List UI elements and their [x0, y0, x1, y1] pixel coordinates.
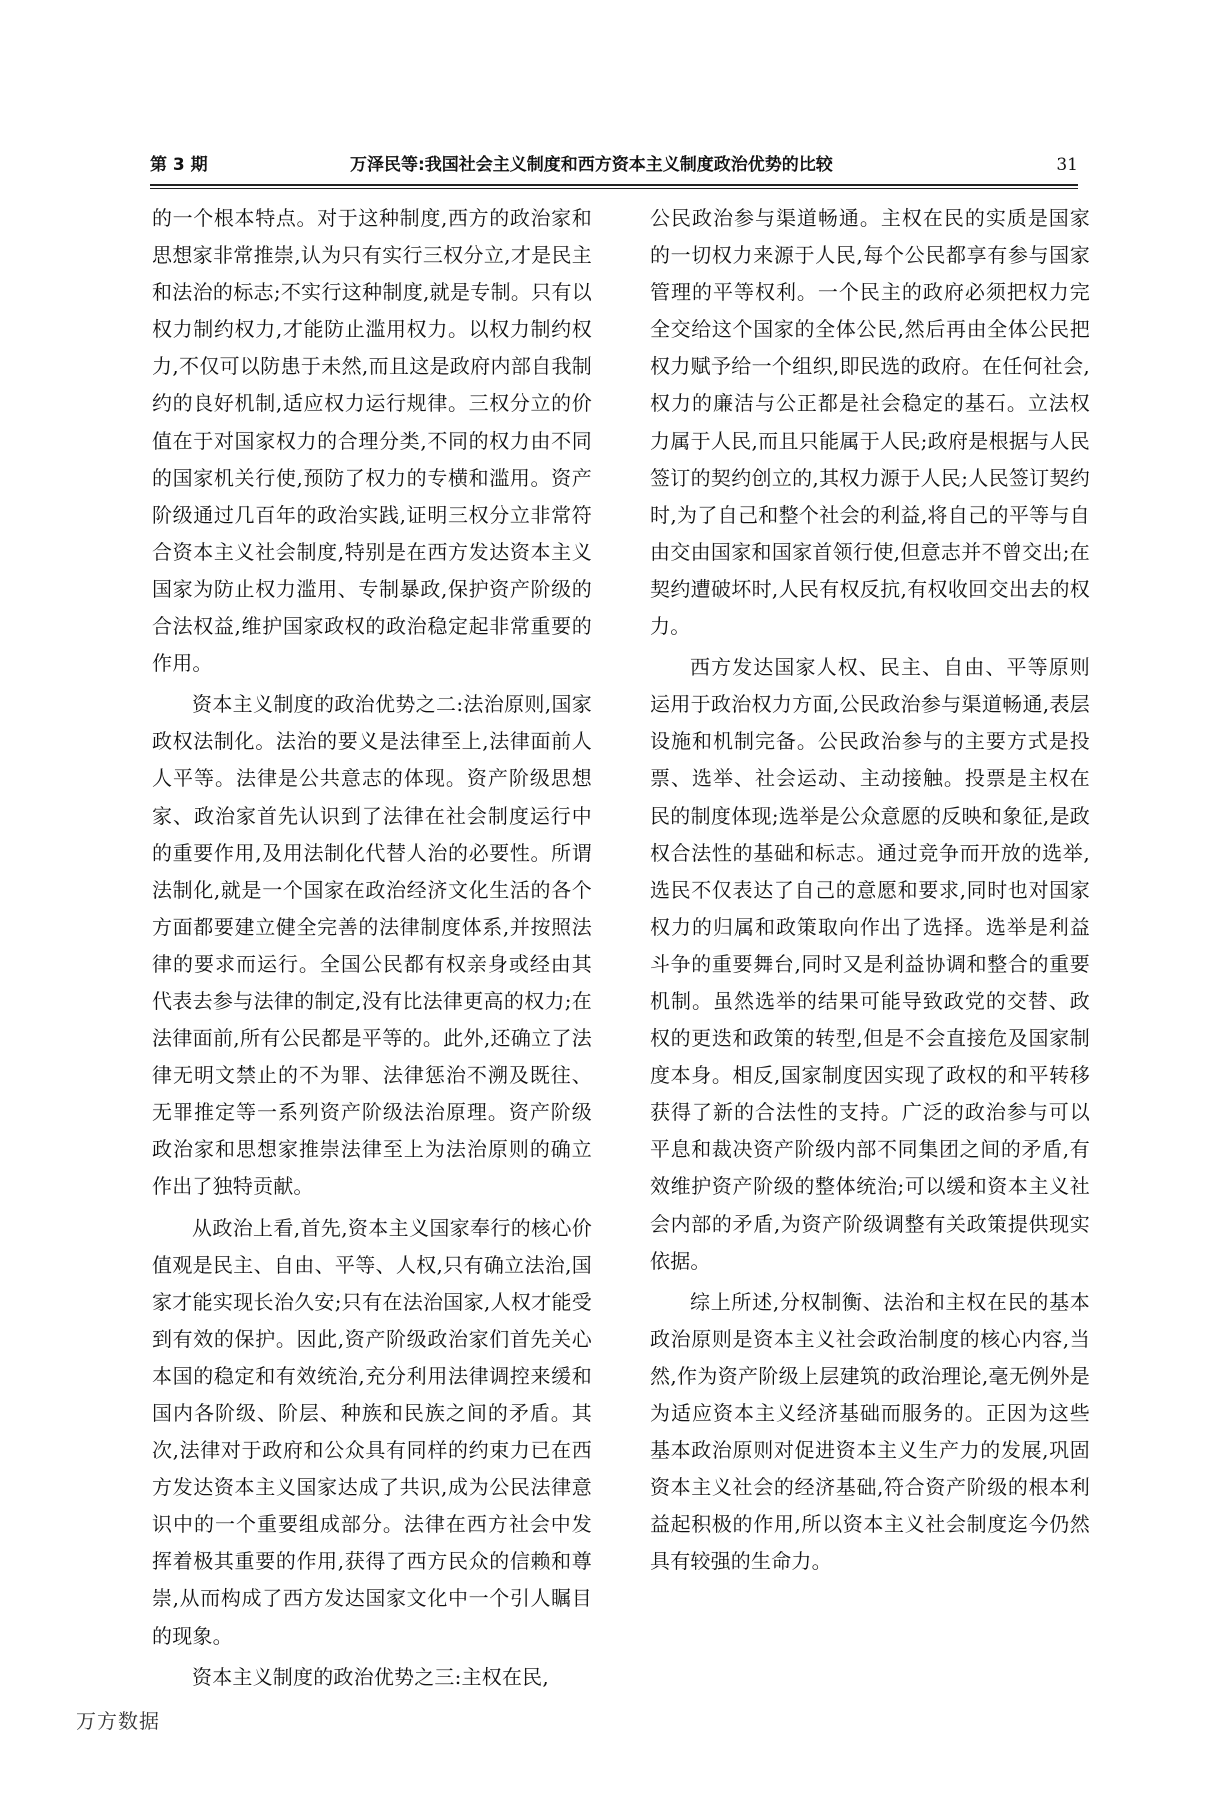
paragraph: 资本主义制度的政治优势之三:主权在民, [192, 1664, 549, 1689]
paragraph: 资本主义制度的政治优势之二:法治原则,国家政权法制化。法治的要义是法律至上,法律面前人人平等。法律是公共意志的体现。资产阶级思想家、政治家首先认识到了法律在社会制度运行中的重要作用,及用法制化代替人治的必要性。所谓法制化,就是一个国家在政治经济文化生活的各个方面都要建立健全完善的法律制度体系,并按照法律的要求而运行。全国公民都有权亲身或经由其代表去参与法律的制定,没有比法律更高的权力;在法律面前,所有公民都是平等的。此外,还确立了法律无明文禁止的不为罪、法律惩治不溯及既往、无罪推定等一系列资产阶级法治原理。资产阶级政治家和思想家推崇法律至上为法治原则的确立作出了独特贡献。 [152, 692, 592, 1199]
paragraph: 西方发达国家人权、民主、自由、平等原则运用于政治权力方面,公民政治参与渠道畅通,表层设施和机制完备。公民政治参与的主要方式是投票、选举、社会运动、主动接触。投票是主权在民的制度体现;选举是公众意愿的反映和象征,是政权合法性的基础和标志。通过竞争而开放的选举,选民不仅表达了自己的意愿和要求,同时也对国家权力的归属和政策取向作出了选择。选举是利益斗争的重要舞台,同时又是利益协调和整合的重要机制。虽然选举的结果可能导致政党的交替、政权的更迭和政策的转型,但是不会直接危及国家制度本身。相反,国家制度因实现了政权的和平转移获得了新的合法性的支持。广泛的政治参与可以平息和裁决资产阶级内部不同集团之间的矛盾,有效维护资产阶级的整体统治;可以缓和资本主义社会内部的矛盾,为资产阶级调整有关政策提供现实依据。 [650, 655, 1090, 1273]
paragraph: 综上所述,分权制衡、法治和主权在民的基本政治原则是资本主义社会政治制度的核心内容,当然,作为资产阶级上层建筑的政治理论,毫无例外是为适应资本主义经济基础而服务的。正因为这些基本政治原则对促进资本主义生产力的发展,巩固资本主义社会的经济基础,符合资产阶级的根本利益起积极的作用,所以资本主义社会制度迄今仍然具有较强的生命力。 [650, 1289, 1090, 1574]
paragraph: 从政治上看,首先,资本主义国家奉行的核心价值观是民主、自由、平等、人权,只有确立法治,国家才能实现长治久安;只有在法治国家,人权才能受到有效的保护。因此,资产阶级政治家们首先关心本国的稳定和有效统治,充分利用法律调控来缓和国内各阶级、阶层、种族和民族之间的矛盾。其次,法律对于政府和公众具有同样的约束力已在西方发达资本主义国家达成了共识,成为公民法律意识中的一个重要组成部分。法律在西方社会中发挥着极其重要的作用,获得了西方民众的信赖和尊崇,从而构成了西方发达国家文化中一个引人瞩目的现象。 [152, 1215, 592, 1648]
running-title: 万泽民等:我国社会主义制度和西方资本主义制度政治优势的比较 [350, 155, 833, 175]
wanfang-watermark: 万方数据 [76, 1709, 160, 1733]
page-number: 31 [1056, 155, 1078, 175]
paragraph: 的一个根本特点。对于这种制度,西方的政治家和思想家非常推崇,认为只有实行三权分立,才是民主和法治的标志;不实行这种制度,就是专制。只有以权力制约权力,才能防止滥用权力。以权力制约权力,不仅可以防患于未然,而且这是政府内部自我制约的良好机制,适应权力运行规律。三权分立的价值在于对国家权力的合理分类,不同的权力由不同的国家机关行使,预防了权力的专横和滥用。资产阶级通过几百年的政治实践,证明三权分立非常符合资本主义社会制度,特别是在西方发达资本主义国家为防止权力滥用、专制暴政,保护资产阶级的合法权益,维护国家政权的政治稳定起非常重要的作用。 [152, 206, 592, 676]
left-column [152, 200, 592, 1689]
header-rule [150, 184, 1078, 189]
issue-number: 第 3 期 [150, 155, 208, 175]
running-header [150, 152, 1078, 178]
right-column [650, 200, 1090, 1670]
paragraph: 公民政治参与渠道畅通。主权在民的实质是国家的一切权力来源于人民,每个公民都享有参与国家管理的平等权利。一个民主的政府必须把权力完全交给这个国家的全体公民,然后再由全体公民把权力赋予给一个组织,即民选的政府。在任何社会,权力的廉洁与公正都是社会稳定的基石。立法权力属于人民,而且只能属于人民;政府是根据与人民签订的契约创立的,其权力源于人民;人民签订契约时,为了自己和整个社会的利益,将自己的平等与自由交由国家和国家首领行使,但意志并不曾交出;在契约遭破坏时,人民有权反抗,有权收回交出去的权力。 [650, 206, 1090, 639]
